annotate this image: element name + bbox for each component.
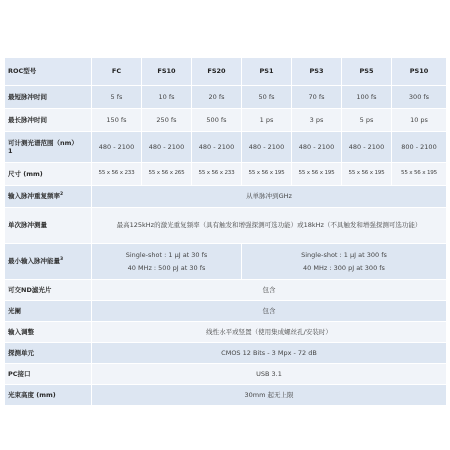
- table-cell: 5 fs: [92, 86, 142, 109]
- table-cell: 300 fs: [392, 86, 447, 109]
- row-label: 探测单元: [5, 343, 92, 364]
- table-cell: 55 x 56 x 195: [342, 163, 392, 186]
- row-nd-filter: [5, 280, 447, 301]
- merged-cell: 包含: [92, 280, 447, 301]
- table-cell: 55 x 56 x 195: [392, 163, 447, 186]
- row-label: [5, 186, 92, 208]
- merged-cell: CMOS 12 Bits - 3 Mpx - 72 dB: [92, 343, 447, 364]
- table-cell: 55 x 56 x 195: [292, 163, 342, 186]
- row-input-align: [5, 322, 447, 343]
- merged-cell: 从单脉冲到GHz: [92, 186, 447, 208]
- table-cell: 3 ps: [292, 109, 342, 132]
- row-min-energy: [5, 244, 447, 280]
- energy-line: Single-shot : 1 μJ at 30 fs: [125, 250, 208, 259]
- row-label: 最短脉冲时间: [5, 86, 92, 109]
- row-beam-height: [5, 385, 447, 406]
- merged-cell-ps-group: [242, 244, 447, 280]
- row-dimensions: [5, 163, 447, 186]
- merged-cell: 包含: [92, 301, 447, 322]
- row-label: 光束高度 (mm): [5, 385, 92, 406]
- table-cell: 70 fs: [292, 86, 342, 109]
- model-header-fc: FC: [92, 58, 142, 86]
- table-cell: 500 fs: [192, 109, 242, 132]
- table-cell: 480 - 2100: [192, 132, 242, 163]
- table-cell: 55 x 56 x 265: [142, 163, 192, 186]
- energy-line: 40 MHz : 300 pJ at 300 fs: [303, 264, 385, 272]
- table-cell: 55 x 56 x 195: [242, 163, 292, 186]
- merged-cell: 线性水平或竖置（使用集成螺丝孔/安装时）: [92, 322, 447, 343]
- model-header-fs10: FS10: [142, 58, 192, 86]
- row-label: 单次脉冲测量: [5, 208, 92, 244]
- table-cell: 480 - 2100: [342, 132, 392, 163]
- table-cell: 800 - 2100: [392, 132, 447, 163]
- table-cell: 480 - 2100: [292, 132, 342, 163]
- table-cell: 250 fs: [142, 109, 192, 132]
- row-label: 最长脉冲时间: [5, 109, 92, 132]
- row-label: 可交ND滤光片: [5, 280, 92, 301]
- row-label-text: 最小输入脉冲能量: [8, 257, 60, 266]
- merged-cell: 30mm 起无上限: [92, 385, 447, 406]
- row-single-pulse: [5, 208, 447, 244]
- corner-header: ROC型号: [5, 58, 92, 86]
- row-longest-pulse: [5, 109, 447, 132]
- table-cell: 5 ps: [342, 109, 392, 132]
- merged-cell: USB 3.1: [92, 364, 447, 385]
- merged-cell: 最高125kHz的激光重复频率（具有触发和增强探测可选功能）或18kHz（不具触发和增强探测可选功能）: [92, 208, 447, 244]
- row-label: 光阑: [5, 301, 92, 322]
- row-label: [5, 132, 92, 163]
- row-label-text: 可计测光谱范围（nm）: [8, 138, 78, 147]
- energy-line: 40 MHz : 500 pJ at 30 fs: [127, 264, 206, 272]
- row-label-footnote: 1: [8, 147, 13, 155]
- row-pc-port: [5, 364, 447, 385]
- row-label: 输入调整: [5, 322, 92, 343]
- model-header-ps1: PS1: [242, 58, 292, 86]
- spec-table: [4, 57, 447, 406]
- table-cell: 480 - 2100: [242, 132, 292, 163]
- energy-line: Single-shot : 1 μJ at 300 fs: [301, 250, 387, 259]
- row-label: [5, 244, 92, 280]
- table-cell: 100 fs: [342, 86, 392, 109]
- footnote-marker: 3: [60, 257, 64, 263]
- model-header-ps10: PS10: [392, 58, 447, 86]
- model-header-ps5: PS5: [342, 58, 392, 86]
- merged-cell-fs-group: [92, 244, 242, 280]
- table-cell: 1 ps: [242, 109, 292, 132]
- row-label: PC接口: [5, 364, 92, 385]
- row-rep-rate: [5, 186, 447, 208]
- row-shortest-pulse: [5, 86, 447, 109]
- table-cell: 150 fs: [92, 109, 142, 132]
- row-label: 尺寸 (mm): [5, 163, 92, 186]
- header-row: [5, 58, 447, 86]
- table-cell: 10 fs: [142, 86, 192, 109]
- table-cell: 480 - 2100: [92, 132, 142, 163]
- table-cell: 55 x 56 x 233: [192, 163, 242, 186]
- table-cell: 50 fs: [242, 86, 292, 109]
- table-cell: 10 ps: [392, 109, 447, 132]
- model-header-ps3: PS3: [292, 58, 342, 86]
- model-header-fs20: FS20: [192, 58, 242, 86]
- table-cell: 480 - 2100: [142, 132, 192, 163]
- row-detector: [5, 343, 447, 364]
- row-spectral-range: [5, 132, 447, 163]
- table-cell: 55 x 56 x 233: [92, 163, 142, 186]
- row-aperture: [5, 301, 447, 322]
- row-label-text: 输入脉冲重复频率: [8, 192, 60, 201]
- table-cell: 20 fs: [192, 86, 242, 109]
- footnote-marker: 2: [60, 192, 64, 198]
